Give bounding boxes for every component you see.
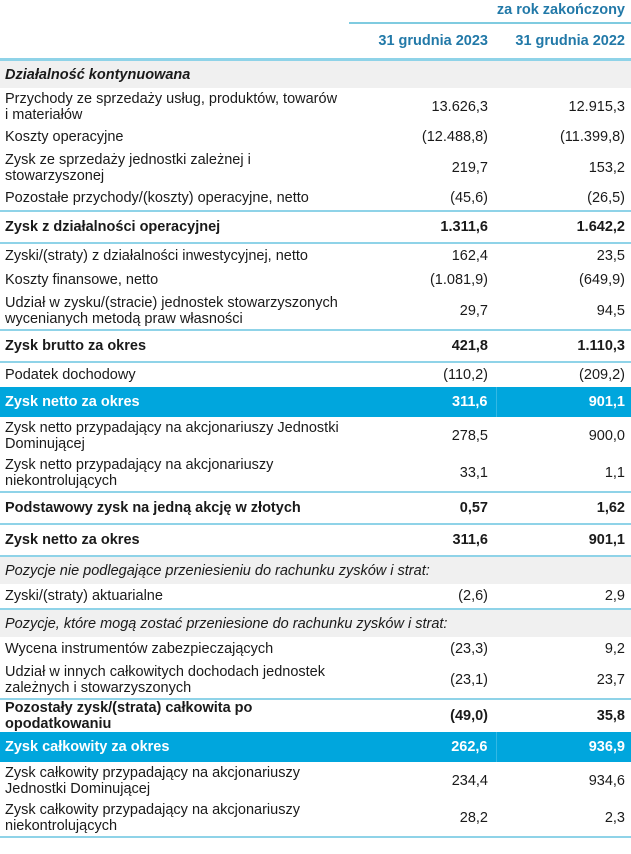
value-2023: 278,5 <box>349 417 496 454</box>
value-2022: 934,6 <box>496 762 631 799</box>
row-label: Pozycje, które mogą zostać przeniesione do rachunku zysków i strat: <box>0 609 631 637</box>
value-2023: (45,6) <box>349 186 496 211</box>
table-row-operating-costs <box>0 125 631 149</box>
value-2023: (12.488,8) <box>349 125 496 149</box>
value-2023: (2,6) <box>349 584 496 609</box>
value-2023: 234,4 <box>349 762 496 799</box>
value-2022: 94,5 <box>496 292 631 330</box>
value-2022: 1,1 <box>496 454 631 492</box>
row-label: Zysk netto za okres <box>0 524 349 556</box>
period-header <box>349 0 631 24</box>
table-row-net-profit-noncontrolling <box>0 454 631 492</box>
row-label: Zysk brutto za okres <box>0 330 349 362</box>
highlight-row-net-profit <box>0 387 631 417</box>
value-2023: 219,7 <box>349 149 496 186</box>
value-2022: 1.110,3 <box>496 330 631 362</box>
row-label: Koszty operacyjne <box>0 125 349 149</box>
value-2022: 901,1 <box>496 387 631 417</box>
value-2023: 311,6 <box>349 524 496 556</box>
table-row-net-profit-parent <box>0 417 631 454</box>
table-row-investment-gains <box>0 243 631 268</box>
total-row-gross-profit <box>0 330 631 362</box>
value-2022: 901,1 <box>496 524 631 556</box>
column-header-2022: 31 grudnia 2022 <box>515 33 625 49</box>
value-2023: (23,1) <box>349 661 496 699</box>
value-2023: (110,2) <box>349 362 496 387</box>
table-row-other-operating <box>0 186 631 211</box>
table-row-share-of-oci <box>0 661 631 699</box>
row-label: Zyski/(straty) aktuarialne <box>0 584 349 609</box>
column-header-row <box>0 26 631 61</box>
row-label: Zysk całkowity przypadający na akcjonariuszy niekontrolujących <box>0 799 349 837</box>
row-label: Zysk netto przypadający na akcjonariuszy niekontrolujących <box>0 454 349 492</box>
total-row-other-comprehensive <box>0 699 631 732</box>
row-label: Pozycje nie podlegające przeniesieniu do rachunku zysków i strat: <box>0 556 631 584</box>
table-row-revenue <box>0 88 631 125</box>
row-label: Zysk ze sprzedaży jednostki zależnej i stowarzyszonej <box>0 149 349 186</box>
value-2023: (23,3) <box>349 637 496 661</box>
value-2023: 1.311,6 <box>349 211 496 243</box>
value-2023: 262,6 <box>349 732 496 762</box>
column-header-label-spacer <box>0 26 349 58</box>
value-2023: 29,7 <box>349 292 496 330</box>
income-statement-table <box>0 61 631 838</box>
value-2023: 162,4 <box>349 243 496 268</box>
value-2022: (649,9) <box>496 268 631 292</box>
value-2023: (1.081,9) <box>349 268 496 292</box>
value-2022: 2,9 <box>496 584 631 609</box>
row-label: Pozostały zysk/(strata) całkowita po opodatkowaniu <box>0 699 349 732</box>
row-label: Wycena instrumentów zabezpieczających <box>0 637 349 661</box>
table-row-comprehensive-noncontrolling <box>0 799 631 837</box>
value-2023: 0,57 <box>349 492 496 524</box>
value-2022: 2,3 <box>496 799 631 837</box>
value-2022: 153,2 <box>496 149 631 186</box>
table-row-sale-of-subsidiary <box>0 149 631 186</box>
value-2023: 13.626,3 <box>349 88 496 125</box>
value-2023: 421,8 <box>349 330 496 362</box>
column-header-2023: 31 grudnia 2023 <box>378 33 488 49</box>
highlight-row-total-comprehensive <box>0 732 631 762</box>
table-row-finance-costs <box>0 268 631 292</box>
value-2022: (209,2) <box>496 362 631 387</box>
value-2022: 12.915,3 <box>496 88 631 125</box>
row-label: Udział w zysku/(stracie) jednostek stowarzyszonych wycenianych metodą praw własności <box>0 292 349 330</box>
row-label: Zysk całkowity przypadający na akcjonariuszy Jednostki Dominującej <box>0 762 349 799</box>
value-2023: 311,6 <box>349 387 496 417</box>
value-2022: 23,7 <box>496 661 631 699</box>
row-label: Zyski/(straty) z działalności inwestycyjnej, netto <box>0 243 349 268</box>
row-label: Przychody ze sprzedaży usług, produktów, towarów i materiałów <box>0 88 349 125</box>
value-2023 <box>349 61 496 88</box>
row-label: Koszty finansowe, netto <box>0 268 349 292</box>
row-label: Zysk netto przypadający na akcjonariuszy Jednostki Dominującej <box>0 417 349 454</box>
value-2022 <box>496 61 631 88</box>
value-2023: 28,2 <box>349 799 496 837</box>
value-2022: 936,9 <box>496 732 631 762</box>
row-label: Podatek dochodowy <box>0 362 349 387</box>
period-label: za rok zakończony <box>496 2 625 18</box>
value-2023: (49,0) <box>349 699 496 732</box>
value-2022: 23,5 <box>496 243 631 268</box>
table-row-actuarial-gains <box>0 584 631 609</box>
row-label: Podstawowy zysk na jedną akcję w złotych <box>0 492 349 524</box>
value-2022: 900,0 <box>496 417 631 454</box>
value-2022: (11.399,8) <box>496 125 631 149</box>
row-label: Zysk całkowity za okres <box>0 732 349 762</box>
table-row-comprehensive-parent <box>0 762 631 799</box>
total-row-operating-profit <box>0 211 631 243</box>
total-row-net-profit-repeat <box>0 524 631 556</box>
row-label: Zysk netto za okres <box>0 387 349 417</box>
row-label: Pozostałe przychody/(koszty) operacyjne, netto <box>0 186 349 211</box>
section-row-not-reclassified <box>0 556 631 584</box>
value-2022: (26,5) <box>496 186 631 211</box>
row-label: Działalność kontynuowana <box>0 61 349 88</box>
table-row-hedging-valuation <box>0 637 631 661</box>
row-label: Zysk z działalności operacyjnej <box>0 211 349 243</box>
value-2022: 1,62 <box>496 492 631 524</box>
value-2022: 9,2 <box>496 637 631 661</box>
row-label: Udział w innych całkowitych dochodach jednostek zależnych i stowarzyszonych <box>0 661 349 699</box>
section-row-reclassified <box>0 609 631 637</box>
table-row-income-tax <box>0 362 631 387</box>
section-row-continuing-operations <box>0 61 631 88</box>
value-2022: 35,8 <box>496 699 631 732</box>
total-row-basic-eps <box>0 492 631 524</box>
value-2023: 33,1 <box>349 454 496 492</box>
value-2022: 1.642,2 <box>496 211 631 243</box>
table-row-share-of-associates <box>0 292 631 330</box>
